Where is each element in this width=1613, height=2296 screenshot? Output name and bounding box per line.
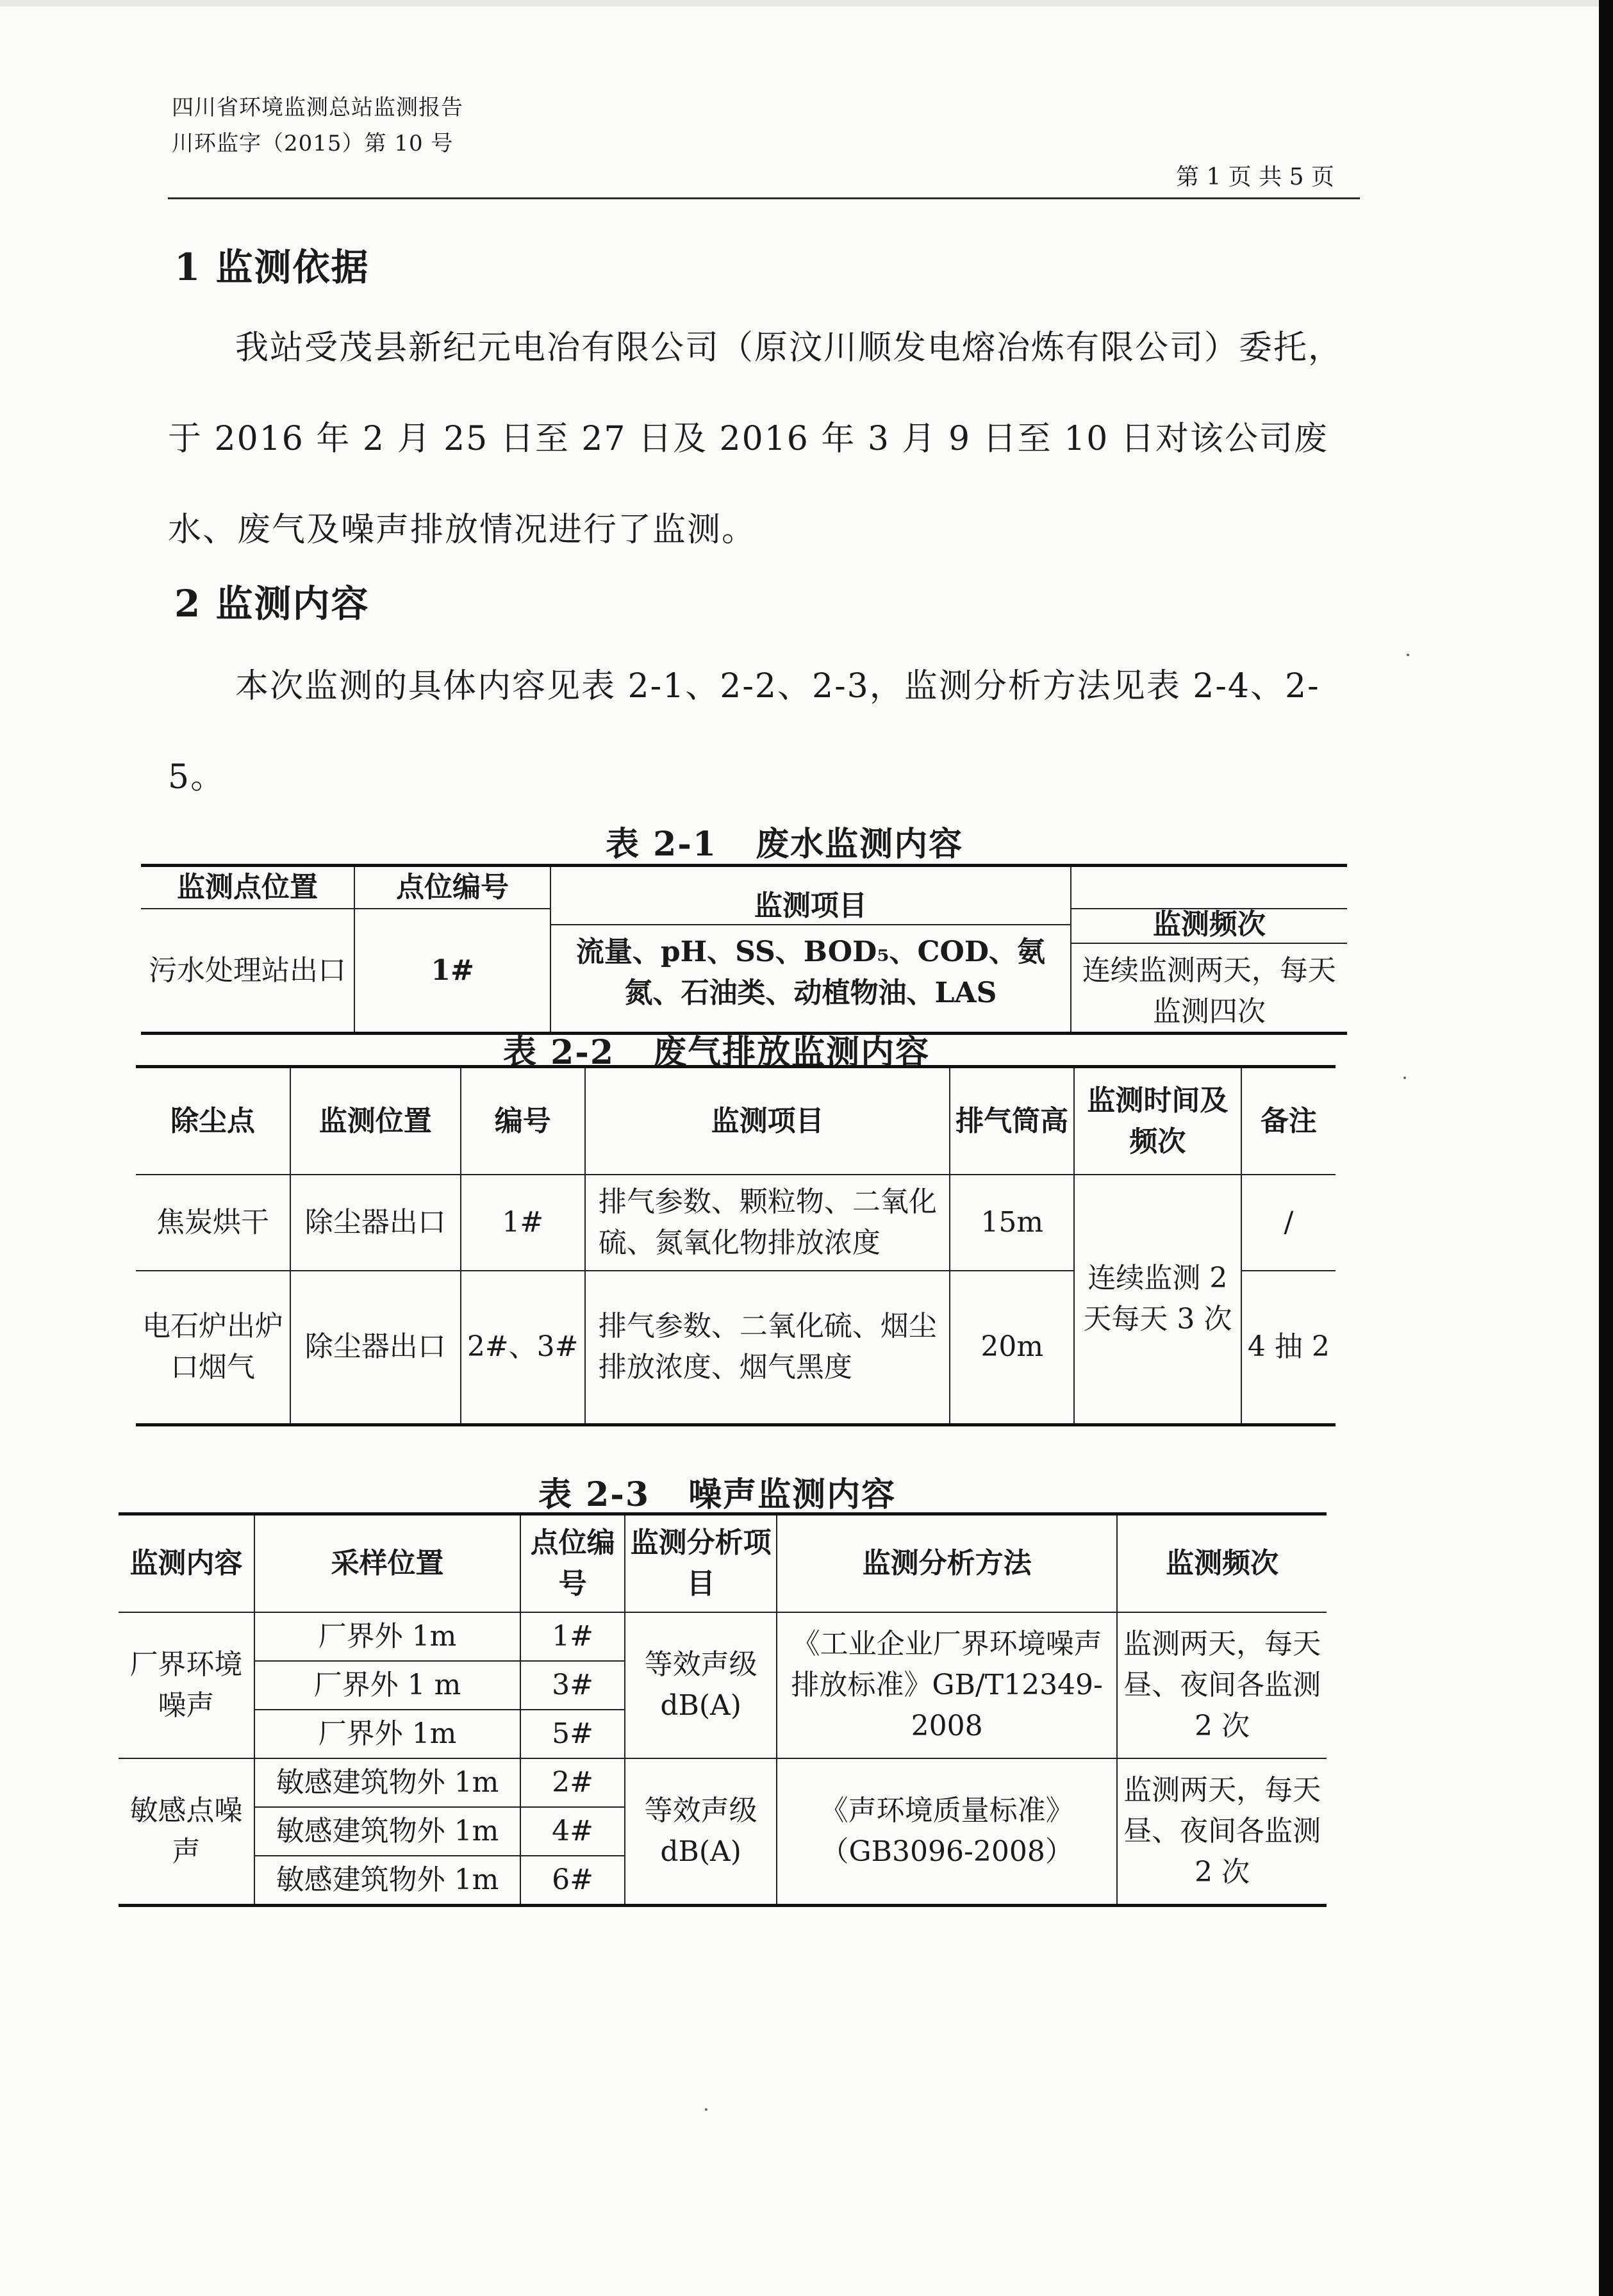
table-header-cell: 采样位置 <box>254 1514 520 1613</box>
table-cell: 《工业企业厂界环境噪声排放标准》GB/T12349-2008 <box>777 1612 1117 1758</box>
table-cell: 焦炭烘干 <box>136 1175 290 1271</box>
table-header-cell: 监测分析项目 <box>625 1514 777 1613</box>
table-cell-group: 敏感点噪声 <box>119 1758 254 1906</box>
table-2-3 <box>119 1512 1327 1907</box>
table-cell: 除尘器出口 <box>290 1175 461 1271</box>
table-2-1 <box>141 864 1347 1035</box>
table-cell: 敏感建筑物外 1m <box>254 1856 520 1906</box>
table-cell: 连续监测两天，每天监测四次 <box>1082 954 1336 1028</box>
table-cell: 2#、3# <box>461 1271 585 1425</box>
scan-speck <box>705 2108 707 2111</box>
section-1-heading: 1 监测依据 <box>174 245 370 289</box>
table-2-2-title: 废气排放监测内容 <box>653 1033 931 1072</box>
table-2-1-title: 废水监测内容 <box>756 825 964 864</box>
header-rule <box>168 197 1360 199</box>
table-cell: 《声环境质量标准》（GB3096-2008） <box>777 1758 1117 1906</box>
scan-right-edge <box>1599 0 1613 2296</box>
table-header-cell: 监测项目 <box>551 886 1070 925</box>
table-header-cell: 点位编号 <box>354 866 550 909</box>
table-cell-frequency <box>1071 909 1347 1034</box>
table-header-cell: 监测内容 <box>119 1514 254 1613</box>
table-cell: 污水处理站出口 <box>141 909 354 1034</box>
table-cell: 20m <box>950 1271 1074 1425</box>
table-header-cell: 监测频次 <box>1071 904 1347 944</box>
header-doc-no: 川环监字（2015）第 10 号 <box>172 131 454 156</box>
table-cell: 3# <box>520 1661 625 1710</box>
table-cell: 等效声级 dB(A) <box>625 1612 777 1758</box>
table-2-2-number: 表 2-2 <box>503 1033 615 1072</box>
table-cell: 2# <box>520 1758 625 1807</box>
table-header-cell: 监测频次 <box>1117 1514 1327 1613</box>
table-cell: 6# <box>520 1856 625 1906</box>
table-cell: 厂界外 1 m <box>254 1661 520 1710</box>
table-cell: 流量、pH、SS、BOD₅、COD、氨氮、石油类、动植物油、LAS <box>575 935 1046 1009</box>
table-2-1-number: 表 2-1 <box>606 825 718 864</box>
table-cell: / <box>1241 1175 1336 1271</box>
table-2-1-caption <box>606 817 963 865</box>
table-cell-group: 厂界环境噪声 <box>119 1612 254 1758</box>
table-header-cell: 监测时间及频次 <box>1074 1067 1241 1175</box>
table-header-cell: 监测位置 <box>290 1067 461 1175</box>
table-cell: 厂界外 1m <box>254 1710 520 1758</box>
table-cell: 15m <box>950 1175 1074 1271</box>
table-cell: 1# <box>354 909 550 1034</box>
table-cell: 敏感建筑物外 1m <box>254 1758 520 1807</box>
table-cell: 5# <box>520 1710 625 1758</box>
table-header-cell: 点位编号 <box>520 1514 625 1613</box>
table-cell: 排气参数、二氧化硫、烟尘排放浓度、烟气黑度 <box>585 1271 950 1425</box>
table-cell: 监测两天，每天昼、夜间各监测 2 次 <box>1117 1612 1327 1758</box>
table-2-3-caption <box>538 1467 896 1516</box>
table-header-cell: 监测分析方法 <box>777 1514 1117 1613</box>
table-cell: 1# <box>461 1175 585 1271</box>
table-cell: 4 抽 2 <box>1241 1271 1336 1425</box>
table-cell: 1# <box>520 1612 625 1661</box>
table-cell-items <box>550 866 1071 1034</box>
table-2-3-number: 表 2-3 <box>538 1475 650 1514</box>
table-header-cell: 排气筒高 <box>950 1067 1074 1175</box>
scan-speck <box>1403 1077 1406 1079</box>
table-cell-empty <box>1071 866 1347 909</box>
table-cell: 敏感建筑物外 1m <box>254 1807 520 1856</box>
scan-top-edge <box>0 0 1613 6</box>
table-header-cell: 监测项目 <box>585 1067 950 1175</box>
table-header-cell: 备注 <box>1241 1067 1336 1175</box>
table-cell: 等效声级 dB(A) <box>625 1758 777 1906</box>
section-2-paragraph: 本次监测的具体内容见表 2-1、2-2、2-3，监测分析方法见表 2-4、2-5。 <box>168 667 1320 797</box>
table-2-3-title: 噪声监测内容 <box>688 1475 897 1514</box>
table-header-cell: 编号 <box>461 1067 585 1175</box>
header-page-number: 第 1 页 共 5 页 <box>1176 164 1335 190</box>
table-header-cell: 除尘点 <box>136 1067 290 1175</box>
table-cell: 监测两天，每天昼、夜间各监测 2 次 <box>1117 1758 1327 1906</box>
scan-speck <box>1407 654 1409 656</box>
section-2-heading: 2 监测内容 <box>174 582 370 625</box>
table-2-2 <box>136 1065 1336 1426</box>
table-header-cell: 监测点位置 <box>141 866 354 909</box>
table-cell: 4# <box>520 1807 625 1856</box>
table-cell: 除尘器出口 <box>290 1271 461 1425</box>
table-cell-shared-frequency: 连续监测 2 天每天 3 次 <box>1074 1175 1241 1425</box>
section-1-paragraph: 我站受茂县新纪元电冶有限公司（原汶川顺发电熔冶炼有限公司）委托，于 2016 年 2 月 25 日至 27 日及 2016 年 3 月 9 日至 10 日对该公司废水、废气及噪声排放情况进行了监测。 <box>168 329 1343 549</box>
table-cell: 电石炉出炉口烟气 <box>136 1271 290 1425</box>
table-cell: 排气参数、颗粒物、二氧化硫、氮氧化物排放浓度 <box>585 1175 950 1271</box>
header-org: 四川省环境监测总站监测报告 <box>172 95 463 120</box>
table-cell: 厂界外 1m <box>254 1612 520 1661</box>
